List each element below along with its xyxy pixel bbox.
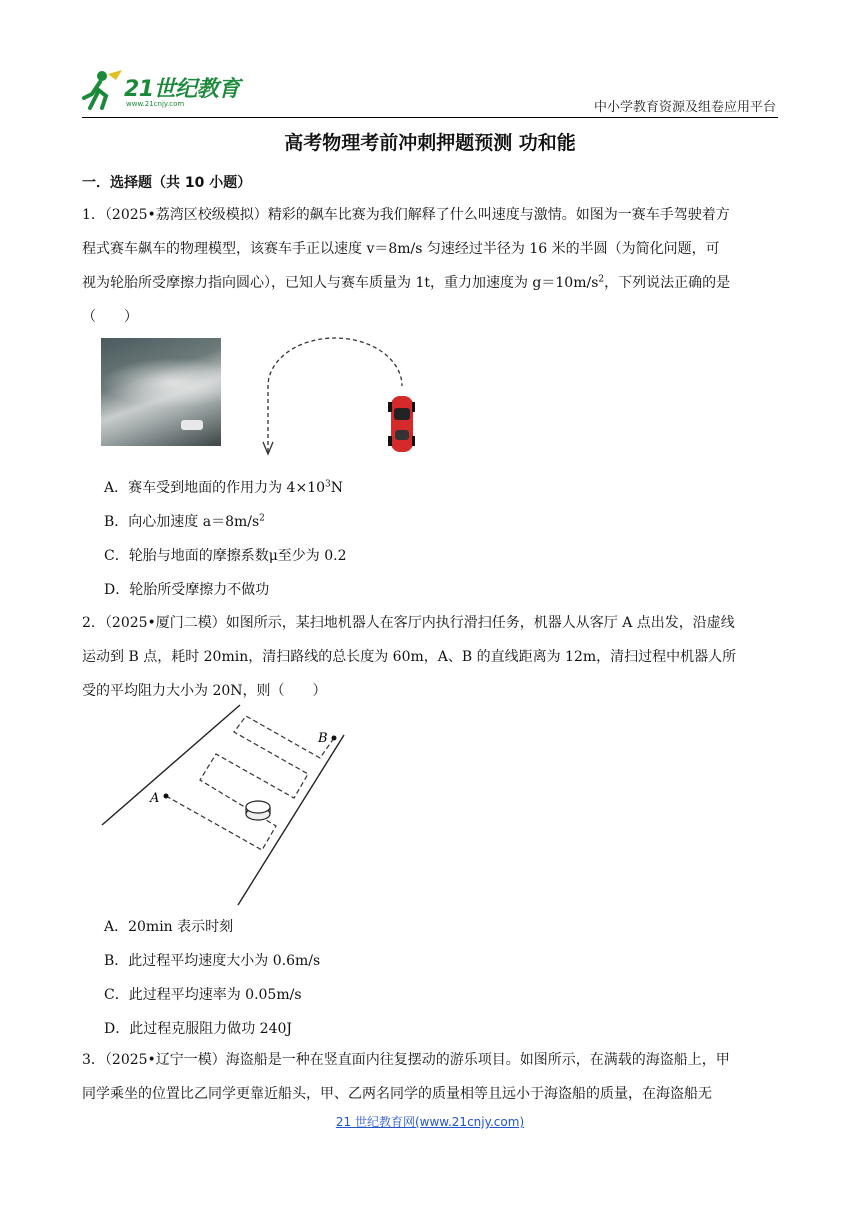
question-3 bbox=[82, 1043, 778, 1111]
question-2 bbox=[82, 606, 778, 708]
robot-vacuum-icon bbox=[246, 801, 270, 820]
q2-option-a[interactable]: A．20min 表示时刻 bbox=[104, 919, 234, 935]
page-title: 高考物理考前冲刺押题预测 功和能 bbox=[284, 132, 576, 154]
q2-option-b[interactable]: B．此过程平均速度大小为 0.6m/s bbox=[104, 953, 321, 969]
q1-option-c[interactable]: C．轮胎与地面的摩擦系数μ至少为 0.2 bbox=[104, 548, 347, 564]
q2-line-2: 运动到 B 点，耗时 20min，清扫路线的总长度为 60m，A、B 的直线距离为 12m，清扫过程中机器人所 bbox=[82, 649, 737, 665]
logo-text: 21世纪教育 bbox=[124, 77, 240, 102]
q1-answer-bracket: （ ） bbox=[82, 309, 138, 325]
section-heading: 一．选择题（共 10 小题） bbox=[82, 175, 252, 191]
q1-option-d[interactable]: D．轮胎所受摩擦力不做功 bbox=[104, 582, 270, 598]
q2-line-3: 受的平均阻力大小为 20N，则（ ） bbox=[82, 683, 327, 699]
footer-link[interactable]: 21 世纪教育网(www.21cnjy.com) bbox=[335, 1115, 525, 1129]
q1-line-1: 1．（2025•荔湾区校级模拟）精彩的飙车比赛为我们解释了什么叫速度与激情。如图为一赛车手驾驶着方 bbox=[82, 207, 730, 223]
race-car-photo bbox=[101, 338, 221, 446]
q2-option-c[interactable]: C．此过程平均速率为 0.05m/s bbox=[104, 987, 302, 1003]
robot-path-diagram bbox=[98, 702, 348, 907]
q1-option-b[interactable]: B．向心加速度 $a=8m/s^2$ bbox=[104, 513, 265, 530]
q3-line-2: 同学乘坐的位置比乙同学更靠近船头，甲、乙两名同学的质量相等且远小于海盗船的质量，在海盗船无 bbox=[82, 1086, 712, 1102]
header-divider bbox=[82, 117, 778, 118]
q2-option-d[interactable]: D．此过程克服阻力做功 240J bbox=[104, 1021, 293, 1037]
semicircle-track-diagram bbox=[255, 334, 415, 459]
logo-url: www.21cnjy.com bbox=[126, 100, 185, 108]
red-race-car-icon bbox=[388, 396, 415, 452]
q1-option-a[interactable]: A．赛车受到地面的作用力为 $4\times 10^3N$ bbox=[104, 479, 343, 496]
point-b-label: B bbox=[318, 731, 328, 746]
runner-logo-icon bbox=[80, 68, 126, 114]
q1-line-3: 视为轮胎所受摩擦力指向圆心），已知人与赛车质量为 1t，重力加速度为 $g=10m/s^2$，下列说法正确的是 bbox=[82, 274, 731, 291]
site-logo bbox=[80, 68, 250, 114]
platform-name: 中小学教育资源及组卷应用平台 bbox=[593, 100, 776, 115]
q1-line-2: 程式赛车飙车的物理模型，该赛车手正以速度 v＝8m/s 匀速经过半径为 16 米的半圆（为简化问题，可 bbox=[82, 241, 720, 257]
q3-line-1: 3．（2025•辽宁一模）海盗船是一种在竖直面内往复摆动的游乐项目。如图所示，在满载的海盗船上，甲 bbox=[82, 1052, 730, 1068]
question-1 bbox=[82, 198, 778, 334]
q2-line-1: 2．（2025•厦门二模）如图所示，某扫地机器人在客厅内执行滑扫任务，机器人从客厅 A 点出发，沿虚线 bbox=[82, 615, 735, 631]
point-a-label: A bbox=[150, 791, 160, 806]
